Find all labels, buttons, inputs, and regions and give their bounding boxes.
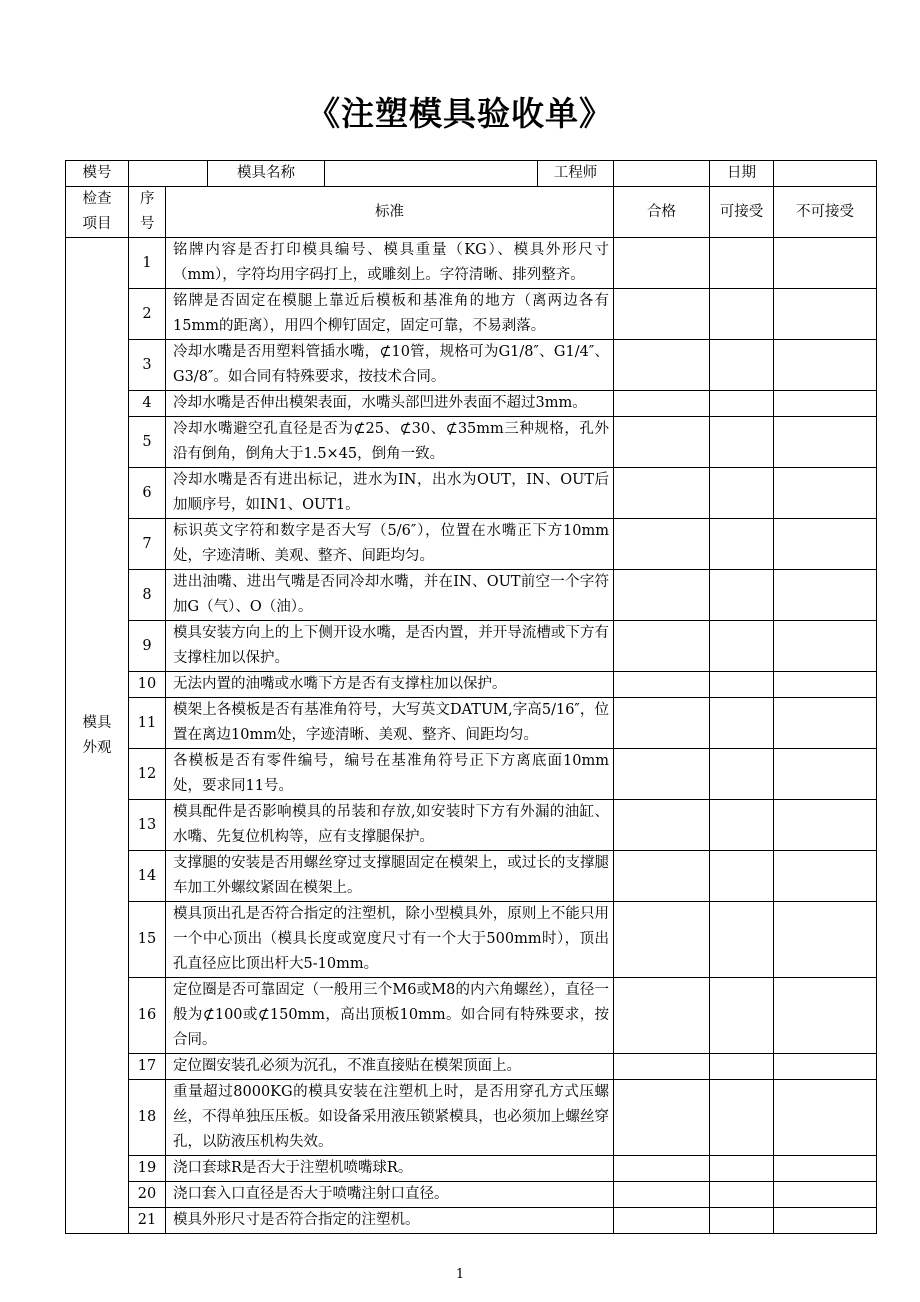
pass-cell[interactable] (614, 978, 710, 1054)
table-row (66, 749, 877, 800)
unacceptable-cell[interactable] (774, 468, 877, 519)
unacceptable-cell[interactable] (774, 902, 877, 978)
date-label: 日期 (710, 161, 774, 187)
table-row (66, 289, 877, 340)
table-row (66, 672, 877, 698)
pass-cell[interactable] (614, 1054, 710, 1080)
pass-cell[interactable] (614, 800, 710, 851)
unacceptable-cell[interactable] (774, 238, 877, 289)
table-row (66, 417, 877, 468)
info-row (66, 161, 877, 187)
pass-cell[interactable] (614, 1156, 710, 1182)
item-number: 3 (129, 340, 166, 391)
table-row (66, 1054, 877, 1080)
acceptable-cell[interactable] (710, 621, 774, 672)
pass-cell[interactable] (614, 519, 710, 570)
item-standard: 模具配件是否影响模具的吊装和存放,如安装时下方有外漏的油缸、水嘴、先复位机构等，应有支撑腿保护。 (166, 800, 614, 851)
pass-cell[interactable] (614, 698, 710, 749)
item-number: 12 (129, 749, 166, 800)
item-number: 7 (129, 519, 166, 570)
unacceptable-cell[interactable] (774, 621, 877, 672)
item-standard: 浇口套球R是否大于注塑机喷嘴球R。 (166, 1156, 614, 1182)
item-standard: 定位圈安装孔必须为沉孔，不准直接贴在模架顶面上。 (166, 1054, 614, 1080)
table-row (66, 391, 877, 417)
acceptable-cell[interactable] (710, 519, 774, 570)
item-standard: 支撑腿的安装是否用螺丝穿过支撑腿固定在模架上，或过长的支撑腿车加工外螺纹紧固在模架上。 (166, 851, 614, 902)
table-row (66, 570, 877, 621)
acceptable-cell[interactable] (710, 902, 774, 978)
item-standard: 模具安装方向上的上下侧开设水嘴，是否内置，并开导流槽或下方有支撑柱加以保护。 (166, 621, 614, 672)
acceptable-cell[interactable] (710, 289, 774, 340)
item-standard: 进出油嘴、进出气嘴是否同冷却水嘴，并在IN、OUT前空一个字符加G（气）、O（油）。 (166, 570, 614, 621)
table-row (66, 1080, 877, 1156)
pass-cell[interactable] (614, 289, 710, 340)
item-standard: 无法内置的油嘴或水嘴下方是否有支撑柱加以保护。 (166, 672, 614, 698)
item-standard: 浇口套入口直径是否大于喷嘴注射口直径。 (166, 1182, 614, 1208)
item-number: 2 (129, 289, 166, 340)
unacceptable-cell[interactable] (774, 417, 877, 468)
table-row (66, 621, 877, 672)
item-standard: 冷却水嘴是否有进出标记，进水为IN，出水为OUT，IN、OUT后加顺序号，如IN1、OUT1。 (166, 468, 614, 519)
header-unacceptable: 不可接受 (774, 187, 877, 238)
mold-name-field[interactable] (325, 161, 538, 187)
item-number: 16 (129, 978, 166, 1054)
engineer-field[interactable] (614, 161, 710, 187)
acceptable-cell[interactable] (710, 672, 774, 698)
table-row (66, 468, 877, 519)
table-row (66, 1182, 877, 1208)
page-number: 1 (455, 1267, 465, 1282)
table-row (66, 978, 877, 1054)
item-number: 13 (129, 800, 166, 851)
item-standard: 定位圈是否可靠固定（一般用三个M6或M8的内六角螺丝），直径一般为⊄100或⊄150mm，高出顶板10mm。如合同有特殊要求，按合同。 (166, 978, 614, 1054)
item-standard: 模具顶出孔是否符合指定的注塑机，除小型模具外，原则上不能只用一个中心顶出（模具长度或宽度尺寸有一个大于500mm时），顶出孔直径应比顶出杆大5-10mm。 (166, 902, 614, 978)
header-row (66, 187, 877, 238)
unacceptable-cell[interactable] (774, 289, 877, 340)
table-row (66, 340, 877, 391)
item-number: 17 (129, 1054, 166, 1080)
item-standard: 冷却水嘴是否伸出模架表面，水嘴头部凹进外表面不超过3mm。 (166, 391, 614, 417)
pass-cell[interactable] (614, 902, 710, 978)
unacceptable-cell[interactable] (774, 978, 877, 1054)
table-row (66, 851, 877, 902)
item-number: 8 (129, 570, 166, 621)
header-pass: 合格 (614, 187, 710, 238)
acceptable-cell[interactable] (710, 698, 774, 749)
acceptable-cell[interactable] (710, 851, 774, 902)
engineer-label: 工程师 (538, 161, 614, 187)
acceptable-cell[interactable] (710, 800, 774, 851)
item-number: 19 (129, 1156, 166, 1182)
item-standard: 铭牌是否固定在模腿上靠近后模板和基准角的地方（离两边各有15mm的距离），用四个柳钉固定，固定可靠，不易剥落。 (166, 289, 614, 340)
mold-name-label: 模具名称 (208, 161, 325, 187)
mold-no-label: 模号 (66, 161, 129, 187)
item-number: 15 (129, 902, 166, 978)
pass-cell[interactable] (614, 238, 710, 289)
pass-cell[interactable] (614, 672, 710, 698)
pass-cell[interactable] (614, 1182, 710, 1208)
pass-cell[interactable] (614, 621, 710, 672)
acceptable-cell[interactable] (710, 1182, 774, 1208)
pass-cell[interactable] (614, 417, 710, 468)
pass-cell[interactable] (614, 391, 710, 417)
item-number: 1 (129, 238, 166, 289)
item-number: 9 (129, 621, 166, 672)
pass-cell[interactable] (614, 1080, 710, 1156)
item-number: 21 (129, 1208, 166, 1234)
unacceptable-cell[interactable] (774, 1208, 877, 1234)
table-row (66, 902, 877, 978)
pass-cell[interactable] (614, 851, 710, 902)
acceptable-cell[interactable] (710, 749, 774, 800)
unacceptable-cell[interactable] (774, 672, 877, 698)
unacceptable-cell[interactable] (774, 800, 877, 851)
item-standard: 铭牌内容是否打印模具编号、模具重量（KG）、模具外形尺寸（mm），字符均用字码打上，或雕刻上。字符清晰、排列整齐。 (166, 238, 614, 289)
item-standard: 各模板是否有零件编号，编号在基准角符号正下方离底面10mm处，要求同11号。 (166, 749, 614, 800)
acceptable-cell[interactable] (710, 570, 774, 621)
item-standard: 标识英文字符和数字是否大写（5/6″），位置在水嘴正下方10mm处，字迹清晰、美观、整齐、间距均匀。 (166, 519, 614, 570)
table-row (66, 519, 877, 570)
pass-cell[interactable] (614, 468, 710, 519)
item-number: 18 (129, 1080, 166, 1156)
date-field[interactable] (774, 161, 877, 187)
header-standard: 标准 (166, 187, 614, 238)
page-title: 《注塑模具验收单》 (307, 94, 613, 133)
table-row (66, 698, 877, 749)
item-number: 20 (129, 1182, 166, 1208)
unacceptable-cell[interactable] (774, 1182, 877, 1208)
acceptable-cell[interactable] (710, 978, 774, 1054)
unacceptable-cell[interactable] (774, 340, 877, 391)
table-row (66, 238, 877, 289)
unacceptable-cell[interactable] (774, 570, 877, 621)
item-number: 4 (129, 391, 166, 417)
item-number: 5 (129, 417, 166, 468)
pass-cell[interactable] (614, 570, 710, 621)
acceptable-cell[interactable] (710, 417, 774, 468)
item-standard: 冷却水嘴是否用塑料管插水嘴，⊄10管，规格可为G1/8″、G1/4″、G3/8″。如合同有特殊要求，按技术合同。 (166, 340, 614, 391)
pass-cell[interactable] (614, 1208, 710, 1234)
item-number: 11 (129, 698, 166, 749)
unacceptable-cell[interactable] (774, 1080, 877, 1156)
category-cell: 模具外观 (66, 238, 129, 1234)
acceptable-cell[interactable] (710, 1156, 774, 1182)
unacceptable-cell[interactable] (774, 749, 877, 800)
unacceptable-cell[interactable] (774, 698, 877, 749)
acceptance-form-table (65, 160, 877, 1234)
item-number: 10 (129, 672, 166, 698)
acceptable-cell[interactable] (710, 1208, 774, 1234)
item-standard: 冷却水嘴避空孔直径是否为⊄25、⊄30、⊄35mm三种规格，孔外沿有倒角，倒角大于1.5×45，倒角一致。 (166, 417, 614, 468)
pass-cell[interactable] (614, 749, 710, 800)
acceptable-cell[interactable] (710, 238, 774, 289)
acceptable-cell[interactable] (710, 1054, 774, 1080)
item-standard: 模具外形尺寸是否符合指定的注塑机。 (166, 1208, 614, 1234)
unacceptable-cell[interactable] (774, 391, 877, 417)
table-row (66, 1156, 877, 1182)
unacceptable-cell[interactable] (774, 1054, 877, 1080)
header-category: 检查项目 (66, 187, 129, 238)
item-number: 6 (129, 468, 166, 519)
mold-no-field[interactable] (129, 161, 208, 187)
table-row (66, 1208, 877, 1234)
acceptable-cell[interactable] (710, 340, 774, 391)
acceptable-cell[interactable] (710, 391, 774, 417)
table-row (66, 800, 877, 851)
header-seq: 序号 (129, 187, 166, 238)
header-acceptable: 可接受 (710, 187, 774, 238)
acceptable-cell[interactable] (710, 1080, 774, 1156)
unacceptable-cell[interactable] (774, 1156, 877, 1182)
unacceptable-cell[interactable] (774, 851, 877, 902)
unacceptable-cell[interactable] (774, 519, 877, 570)
item-standard: 模架上各模板是否有基准角符号，大写英文DATUM,字高5/16″，位置在离边10mm处，字迹清晰、美观、整齐、间距均匀。 (166, 698, 614, 749)
item-standard: 重量超过8000KG的模具安装在注塑机上时，是否用穿孔方式压螺丝，不得单独压压板。如设备采用液压锁紧模具，也必须加上螺丝穿孔，以防液压机构失效。 (166, 1080, 614, 1156)
acceptable-cell[interactable] (710, 468, 774, 519)
item-number: 14 (129, 851, 166, 902)
pass-cell[interactable] (614, 340, 710, 391)
